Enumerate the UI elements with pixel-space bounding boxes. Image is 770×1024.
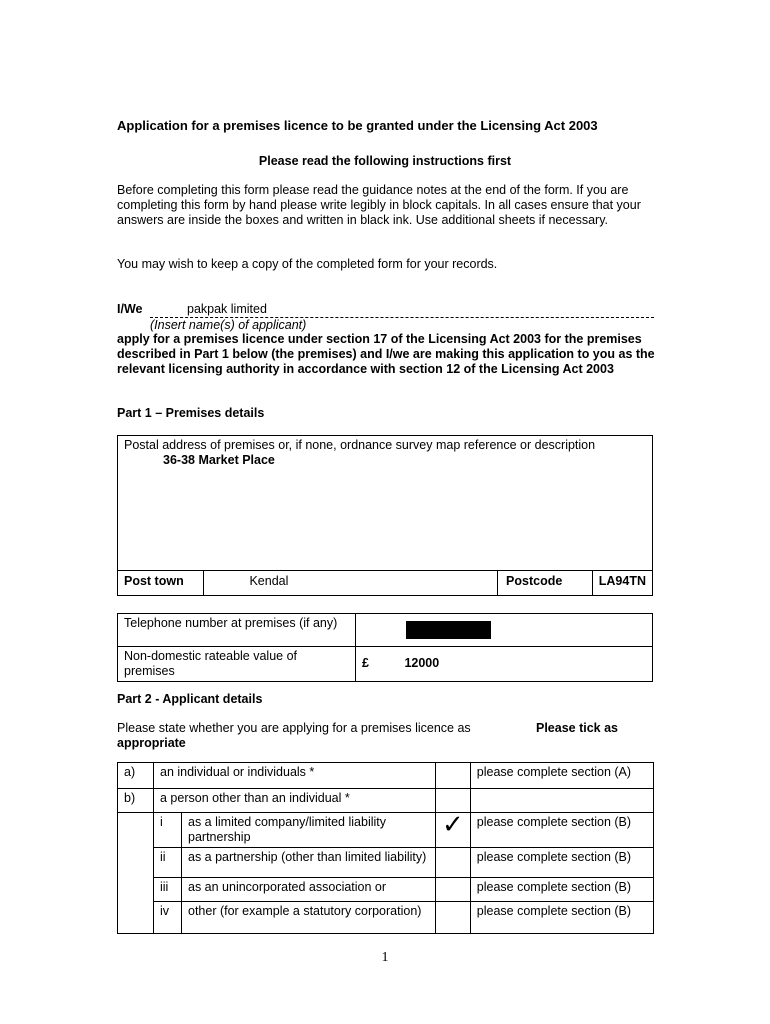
premises-details-table	[117, 613, 653, 682]
applicant-name-field[interactable]	[150, 302, 654, 318]
application-statement: apply for a premises licence under section 17 of the Licensing Act 2003 for the premises described in Part 1 below (the premises) and I/we are making this application to you as the relevant licensing authority in accordance with section 12 of the Licensing Act 2003	[117, 332, 655, 376]
telephone-label: Telephone number at premises (if any)	[118, 614, 356, 647]
postcode-label: Postcode	[498, 571, 593, 596]
postcode-value[interactable]: LA94TN	[592, 571, 652, 596]
rateable-label: Non-domestic rateable value of premises	[118, 647, 356, 682]
page-title: Application for a premises licence to be granted under the Licensing Act 2003	[117, 118, 598, 133]
address-value: 36-38 Market Place	[163, 453, 275, 467]
applicant-label: I/We	[117, 302, 143, 316]
currency-symbol: £	[362, 656, 369, 670]
sub-row-action: please complete section (B)	[470, 848, 653, 878]
sub-row-text: other (for example a statutory corporation)	[182, 902, 436, 934]
part2-heading: Part 2 - Applicant details	[117, 692, 263, 706]
sub-row-num: iii	[154, 878, 182, 902]
sub-row-tickbox[interactable]	[436, 848, 471, 878]
indent-cell	[118, 848, 154, 878]
row-b-letter: b)	[118, 789, 154, 813]
row-a-action: please complete section (A)	[470, 763, 653, 789]
row-a-text: an individual or individuals *	[154, 763, 436, 789]
address-cell[interactable]	[118, 436, 653, 571]
sub-row-action: please complete section (B)	[470, 813, 653, 848]
sub-row-tickbox[interactable]	[436, 902, 471, 934]
sub-row-num: iv	[154, 902, 182, 934]
indent-cell	[118, 902, 154, 934]
sub-row-action: please complete section (B)	[470, 878, 653, 902]
tick-instruction: Please tick as	[536, 721, 619, 735]
instructions-heading: Please read the following instructions first	[258, 154, 512, 168]
row-a-letter: a)	[118, 763, 154, 789]
sub-row-tickbox[interactable]	[436, 810, 471, 848]
row-b-action	[470, 789, 653, 813]
applicant-hint: (Insert name(s) of applicant)	[150, 318, 307, 332]
copy-note: You may wish to keep a copy of the completed form for your records.	[117, 257, 498, 271]
sub-row-action: please complete section (B)	[470, 902, 653, 934]
rateable-value-cell[interactable]	[356, 647, 653, 682]
telephone-value[interactable]	[356, 614, 653, 647]
sub-row-tickbox[interactable]	[436, 878, 471, 902]
row-b-text: a person other than an individual *	[154, 789, 436, 813]
indent-cell	[118, 813, 154, 848]
part2-prompt: Please state whether you are applying for a premises licence as	[117, 721, 471, 735]
rateable-value: 12000	[404, 656, 440, 670]
page-number: 1	[381, 950, 389, 965]
instructions-paragraph: Before completing this form please read the guidance notes at the end of the form. If you are completing this form by hand please write legibly in block capitals. In all cases ensure that your answers are inside the boxes and written in black ink. Use additional sheets if necessary.	[117, 183, 641, 227]
redaction-block	[406, 621, 491, 639]
applicant-name-value: pakpak limited	[187, 302, 267, 316]
sub-row-num: ii	[154, 848, 182, 878]
sub-row-text: as an unincorporated association or	[182, 878, 436, 902]
part1-heading: Part 1 – Premises details	[117, 406, 265, 420]
sub-row-text: as a limited company/limited liability partnership	[182, 813, 436, 848]
sub-row-num: i	[154, 813, 182, 848]
row-a-tickbox[interactable]	[436, 763, 471, 789]
checkmark-icon: ✓	[442, 810, 464, 840]
address-label: Postal address of premises or, if none, ordnance survey map reference or description	[124, 438, 596, 452]
post-town-value[interactable]: Kendal	[204, 571, 498, 596]
indent-cell	[118, 878, 154, 902]
premises-address-table	[117, 435, 653, 596]
row-b-tickbox	[436, 789, 471, 813]
sub-row-text: as a partnership (other than limited liability)	[182, 848, 436, 878]
post-town-label: Post town	[118, 571, 204, 596]
applicant-type-table	[117, 762, 654, 934]
tick-instruction-cont: appropriate	[117, 736, 186, 750]
